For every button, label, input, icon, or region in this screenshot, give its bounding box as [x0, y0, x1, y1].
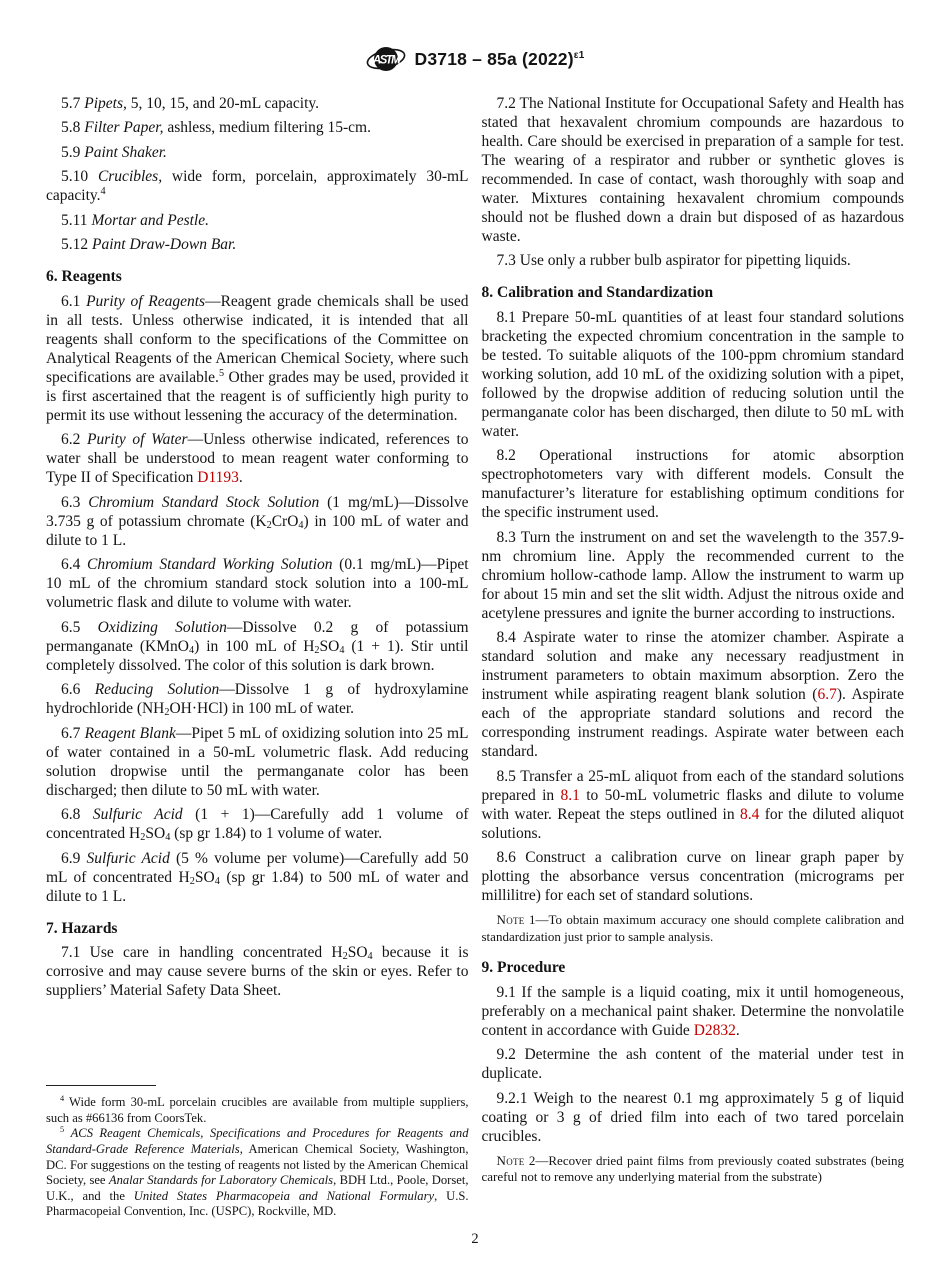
- paragraph: 5.7 Pipets, 5, 10, 15, and 20-mL capacity.: [61, 94, 319, 112]
- paragraph: 7.1 Use care in handling concentrated $H_2SO_4$ because it is corrosive and may cause severe burns of the skin or eyes. Refer to suppliers’ Material Safety Data Sheet.: [46, 944, 469, 999]
- paragraph: 6.3 Chromium Standard Stock Solution (1 mg/mL)—Dissolve 3.735 g of potassium chromate $(K_2CrO_4)$ in 100 mL of water and dilute to 1 L.: [46, 493, 469, 549]
- astm-logo-icon: [366, 44, 406, 74]
- right-column: [482, 88, 905, 1224]
- left-column-text: [46, 88, 469, 1006]
- footnote: $^5$ ACS Reagent Chemicals, Specifications and Procedures for Reagents and Standard-Grade Reference Materials, American Chemical Society, Washington, DC. For suggestions on the testing of reagents not listed by the American Chemical Society, see Analar Standards for Laboratory Chemicals, BDH Ltd., Poole, Dorset, U.K., and the United States Pharmacopeia and National Formulary, U.S. Pharmacopeial Convention, Inc. (USPC), Rockville, MD.: [46, 1125, 469, 1219]
- doc-link[interactable]: 6.7: [817, 686, 837, 703]
- footnote-divider: [46, 1085, 156, 1086]
- paragraph: 6.7 Reagent Blank—Pipet 5 mL of oxidizing solution into 25 mL of water contained in a 50-mL volumetric flask. Add reducing solution dropwise until the permanganate color has been discharged; then dilute to 50 mL with water.: [46, 724, 469, 799]
- doc-link[interactable]: 8.4: [740, 805, 760, 823]
- paragraph: 8.2 Operational instructions for atomic absorption spectrophotometers vary with different models. Consult the manufacturer’s literature for establishing optimum conditions for the specific instrument used.: [481, 447, 904, 521]
- paragraph: 9.1 If the sample is a liquid coating, mix it until homogeneous, preferably on a mechanical paint shaker. Determine the nonvolatile content in accordance with Guide D2832.: [481, 983, 904, 1039]
- note-label: Note: [496, 1152, 525, 1168]
- doc-link[interactable]: D2832: [693, 1021, 736, 1039]
- paragraph: 8.3 Turn the instrument on and set the wavelength to the 357.9-nm chromium line. Apply the recommended current to the chromium hollow-cathode lamp. Allow the instrument to warm up for about 15 min and set the slit width. Adjust the nitrous oxide and acetylene pressures and ignite the burner according to instructions.: [481, 528, 904, 622]
- paragraph: 6.1 Purity of Reagents—Reagent grade chemicals shall be used in all tests. Unless otherwise indicated, it is intended that all reagents shall conform to the specifications of the Committee on Analytical Reagents of the American Chemical Society, where such specifications are available.$^5$ Other grades may be used, provided it is first ascertained that the reagent is of sufficiently high purity to permit its use without lessening the accuracy of the determination.: [46, 292, 469, 424]
- standard-designation: D3718 – 85a $(2022)^{\varepsilon 1}$: [414, 48, 585, 69]
- paragraph: 6.4 Chromium Standard Working Solution (0.1 mg/mL)—Pipet 10 mL of the chromium standard stock solution into a 100-mL volumetric flask and dilute to volume with water.: [46, 556, 469, 611]
- paragraph: 9.2.1 Weigh to the nearest 0.1 mg approximately 5 g of liquid coating or 3 g of dried film into each of two tared porcelain crucibles.: [481, 1089, 904, 1145]
- note-label: Note: [496, 912, 525, 927]
- section-heading: 6. Reagents: [46, 268, 122, 285]
- paragraph: 5.9 Paint Shaker.: [61, 143, 167, 161]
- page-number: 2: [471, 1231, 479, 1247]
- right-column-text: [482, 88, 905, 1193]
- paragraph: 5.11 Mortar and Pestle.: [61, 211, 209, 229]
- svg-text:ASTM: ASTM: [372, 54, 399, 67]
- page-footer: [46, 1230, 904, 1249]
- footnote-list: [46, 1095, 469, 1220]
- paragraph: 5.12 Paint Draw-Down Bar.: [61, 236, 237, 253]
- paragraph: 7.3 Use only a rubber bulb aspirator for pipetting liquids.: [496, 252, 851, 269]
- paragraph: 5.8 Filter Paper, ashless, medium filtering 15-cm.: [61, 119, 371, 136]
- footnote: $^4$ Wide form 30-mL porcelain crucibles are available from multiple suppliers, such as #66136 from CoorsTek.: [46, 1094, 469, 1125]
- footnotes-block: [46, 1085, 469, 1224]
- paragraph: 8.4 Aspirate water to rinse the atomizer chamber. Aspirate a standard solution and make any necessary readjustment in instrument parameters to obtain maximum absorption. Zero the instrument while aspirating reagent blank solution (6.7). Aspirate each of the appropriate standard solutions and record the corresponding instrument readings. Aspirate water between each standard.: [481, 629, 904, 760]
- paragraph: 6.5 Oxidizing Solution—Dissolve 0.2 g of potassium permanganate (KMnO$_4$) in 100 mL of $H_2SO_4$ (1 + 1). Stir until completely dissolved. The color of this solution is dark brown.: [46, 618, 469, 674]
- section-heading: 7. Hazards: [46, 919, 118, 937]
- section-heading: 8. Calibration and Standardization: [481, 284, 714, 301]
- paragraph: 8.5 Transfer a 25-mL aliquot from each of the standard solutions prepared in 8.1 to 50-mL volumetric flasks and dilute to volume with water. Repeat the steps outlined in 8.4 for the diluted aliquot solutions.: [481, 767, 905, 842]
- paragraph: 7.2 The National Institute for Occupational Safety and Health has stated that hexavalent chromium compounds are hazardous to health. Care should be exercised in preparation of a sample for test. The wearing of a respirator and rubber or synthetic gloves is recommended. In case of contact, wash thoroughly with soap and water. Mixtures containing hexavalent chromium compounds should not be flushed down a drain but disposed of as hazardous waste.: [481, 94, 904, 245]
- note-text: Note 1—To obtain maximum accuracy one should complete calibration and standardization just prior to sample analysis.: [481, 912, 904, 944]
- paragraph: 9.2 Determine the ash content of the material under test in duplicate.: [481, 1046, 904, 1082]
- doc-link[interactable]: 8.1: [560, 786, 580, 804]
- paragraph: 6.9 Sulfuric Acid (5 % volume per volume)—Carefully add 50 mL of concentrated $H_2SO_4$ (sp gr 1.84) to 500 mL of water and dilute to 1 L.: [46, 849, 469, 905]
- left-column: [46, 88, 469, 1224]
- paragraph: 6.2 Purity of Water—Unless otherwise indicated, references to water shall be understood to mean reagent water conforming to Type II of Specification D1193.: [46, 431, 469, 486]
- paragraph: 5.10 Crucibles, wide form, porcelain, approximately 30-mL capacity.$^4$: [46, 168, 469, 204]
- content-columns: [46, 88, 904, 1224]
- paragraph: 8.1 Prepare 50-mL quantities of at least four standard solutions bracketing the expected chromium concentration in the sample to be tested. To suitable aliquots of the 100-ppm chromium standard working solution, add 10 mL of the oxidizing solution with a pipet, followed by the dropwise addition of reducing solution until the permanganate color has been discharged, then dilute to 50 mL with water.: [481, 308, 904, 440]
- page-header: [46, 42, 904, 76]
- paragraph: 8.6 Construct a calibration curve on linear graph paper by plotting the absorbance versus concentration (micrograms per millilitre) for each set of standard solutions.: [481, 849, 904, 904]
- doc-link[interactable]: D1193: [197, 469, 239, 486]
- note-text: Note 2—Recover dried paint films from previously coated substrates (being careful not to remove any underlying material from the substrate): [481, 1152, 904, 1184]
- paragraph: 6.6 Reducing Solution—Dissolve 1 g of hydroxylamine hydrochloride $(NH_2OH\cdot HCl)$ in 100 mL of water.: [46, 681, 469, 718]
- paragraph: 6.8 Sulfuric Acid (1 + 1)—Carefully add 1 volume of concentrated $H_2SO_4$ (sp gr 1.84) to 1 volume of water.: [46, 806, 469, 843]
- section-heading: 9. Procedure: [481, 959, 566, 976]
